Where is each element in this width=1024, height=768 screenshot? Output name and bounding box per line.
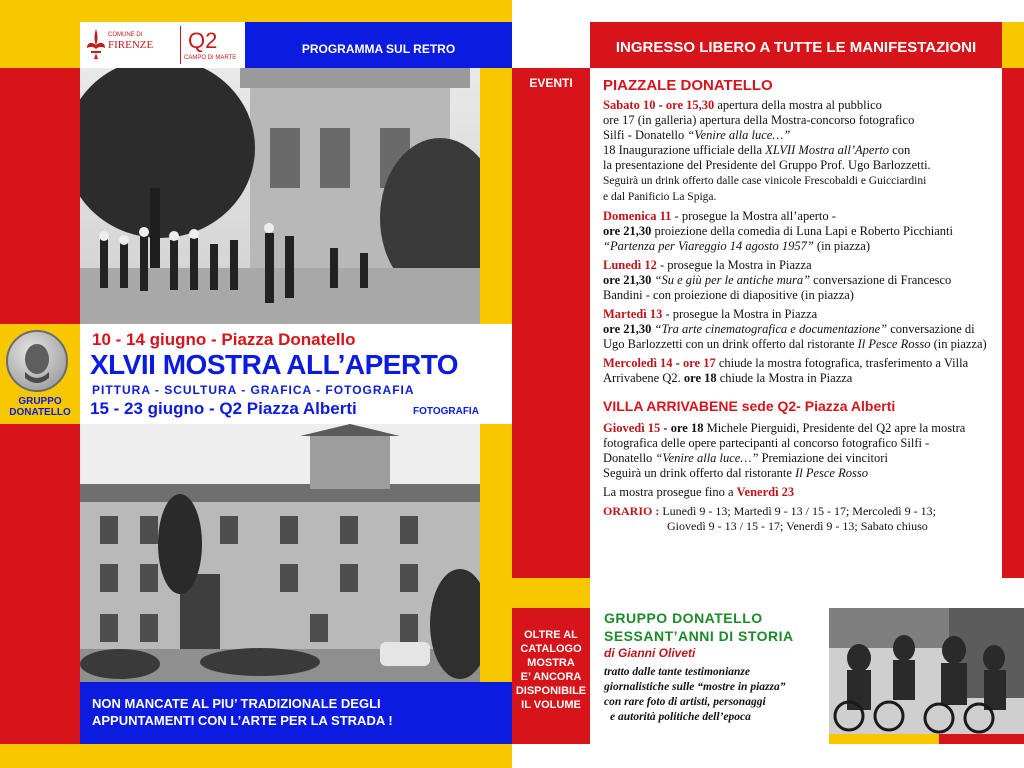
florence-lily-icon bbox=[85, 27, 107, 61]
right-top-white bbox=[512, 22, 590, 68]
footer-message-line2: APPUNTAMENTI CON L’ARTE PER LA STRADA ! bbox=[92, 713, 393, 728]
banner-date2: 15 - 23 giugno - Q2 Piazza Alberti bbox=[90, 399, 357, 418]
ingresso-label: INGRESSO LIBERO A TUTTE LE MANIFESTAZIONI bbox=[615, 39, 977, 56]
catalog-text bbox=[512, 628, 590, 712]
catalog-line: DISPONIBILE bbox=[515, 685, 587, 697]
book-title1: GRUPPO DONATELLO bbox=[604, 610, 763, 626]
firenze-label: FIRENZE bbox=[108, 39, 154, 51]
opening-hours: ORARIO : Lunedì 9 - 13; Martedì 9 - 13 / 15 - 17; Mercoledì 9 - 13; Giovedì 9 - 13 / 15 - 17; Venerdì 9 - 13; Sabato chiuso bbox=[603, 504, 936, 533]
programma-label: PROGRAMMA SUL RETRO bbox=[301, 42, 456, 56]
right-edge-red bbox=[1002, 68, 1024, 578]
medallion-caption-line1: GRUPPO bbox=[18, 396, 62, 407]
catalog-line: E’ ANCORA bbox=[520, 671, 582, 683]
bottom-right-red bbox=[939, 734, 1024, 744]
exhibition-banner bbox=[80, 324, 512, 424]
book-author: di Gianni Oliveti bbox=[604, 646, 696, 660]
right-top-yellow bbox=[1002, 22, 1024, 68]
gruppo-donatello-medallion bbox=[6, 330, 68, 392]
left-yellow-block-top bbox=[0, 22, 80, 68]
programma-bar bbox=[245, 22, 512, 68]
eventi-column bbox=[512, 68, 590, 578]
catalog-line: IL VOLUME bbox=[521, 699, 581, 711]
photo-side-yellow bbox=[480, 68, 512, 324]
banner-date1: 10 - 14 giugno - Piazza Donatello bbox=[92, 330, 356, 349]
villa-photo bbox=[80, 424, 480, 682]
event-lunedi-12: Lunedì 12 - prosegue la Mostra in Piazza ore 21,30 “Su e giù per le antiche mura” conversazione di Francesco Bandini - con proiezione di diapositive (in piazza) bbox=[603, 258, 952, 302]
catalog-box bbox=[512, 608, 590, 744]
ingresso-bar bbox=[590, 22, 1002, 68]
event-mercoledi-14: Mercoledì 14 - ore 17 chiude la mostra fotografica, trasferimento a Villa Arrivabene Q2. ore 18 chiude la Mostra in Piazza bbox=[603, 356, 969, 385]
book-desc-line: tratto dalle tante testimonianze bbox=[604, 666, 750, 678]
closing-date: La mostra prosegue fino a Venerdì 23 bbox=[603, 485, 795, 499]
book-title2: SESSANT’ANNI DI STORIA bbox=[604, 628, 794, 644]
eventi-label: EVENTI bbox=[529, 76, 573, 90]
book-desc-line: giornalistiche sulle “mostre in piazza” bbox=[604, 681, 786, 693]
q2-subtitle: CAMPO DI MARTE bbox=[184, 55, 237, 61]
footer-message bbox=[92, 695, 393, 729]
comune-label: COMUNE DI bbox=[108, 32, 143, 38]
event-martedi-13: Martedì 13 - prosegue la Mostra in Piazza ore 21,30 “Tra arte cinematografica e documentazione” conversazione di Ugo Barlozzetti con un drink offerto dal ristorante Il Pesce Rosso (in piazza) bbox=[603, 307, 987, 351]
bottom-white-strip bbox=[590, 734, 829, 744]
event-giovedi-15: Giovedì 15 - ore 18 Michele Pierguidi, Presidente del Q2 apre la mostra fotografica delle opere partecipanti al concorso fotografico Silfi - Donatello “Venire alla luce…” Premiazione dei vincitori Seguirà un drink offerto dal ristorante Il Pesce Rosso bbox=[603, 421, 966, 480]
catalog-line: OLTRE AL bbox=[524, 629, 578, 641]
logo-strip bbox=[80, 22, 245, 68]
book-promo bbox=[604, 609, 829, 725]
cyclists-photo bbox=[829, 608, 1024, 734]
footer-message-line1: NON MANCATE AL PIU’ TRADIZIONALE DEGLI bbox=[92, 696, 381, 711]
program-bottom-yellow bbox=[512, 578, 590, 608]
book-desc-line: e autorità politiche dell’epoca bbox=[610, 711, 751, 723]
banner-title: XLVII MOSTRA ALL’APERTO bbox=[90, 349, 459, 380]
event-domenica-11: Domenica 11 - prosegue la Mostra all’aperto - ore 21,30 proiezione della comedia di Luna Lapi e Roberto Picchianti “Partenza per Viareggio 14 agosto 1957” (in piazza) bbox=[603, 209, 954, 253]
bottom-right-yellow bbox=[829, 734, 939, 744]
donatello-head-icon bbox=[8, 332, 66, 390]
banner-disciplines: PITTURA - SCULTURA - GRAFICA - FOTOGRAFIA bbox=[92, 383, 415, 397]
q2-logo: Q2 bbox=[188, 28, 218, 53]
catalog-line: MOSTRA bbox=[527, 657, 575, 669]
footer-blue-bar bbox=[80, 682, 512, 744]
book-desc-line: con rare foto di artisti, personaggi bbox=[604, 696, 766, 708]
event-sabato-10: Sabato 10 - ore 15,30 apertura della mostra al pubblico ore 17 (in galleria) apertura della Mostra-concorso fotografico Silfi - Donatello “Venire alla luce…” 18 Inaugurazione ufficiale della XLVII Mostra all’Aperto con la presentazione del Presidente del Gruppo Prof. Ugo Barlozzetti. Seguirà un drink offerto dalle case vinicole Frescobaldi e Guicciardini e dal Panificio La Spiga. bbox=[603, 98, 931, 203]
piazza-photo bbox=[80, 68, 480, 324]
section-piazzale-donatello: PIAZZALE DONATELLO bbox=[603, 77, 773, 94]
logo-divider bbox=[180, 26, 181, 64]
section-villa-arrivabene: VILLA ARRIVABENE sede Q2- Piazza Alberti bbox=[603, 398, 896, 414]
book-description bbox=[604, 665, 829, 725]
medallion-caption bbox=[0, 396, 80, 418]
medallion-caption-line2: DONATELLO bbox=[9, 407, 71, 418]
program-text bbox=[603, 77, 1005, 538]
banner-date2-tag: FOTOGRAFIA bbox=[413, 406, 479, 417]
catalog-line: CATALOGO bbox=[520, 643, 582, 655]
villa-side-yellow bbox=[480, 424, 512, 682]
